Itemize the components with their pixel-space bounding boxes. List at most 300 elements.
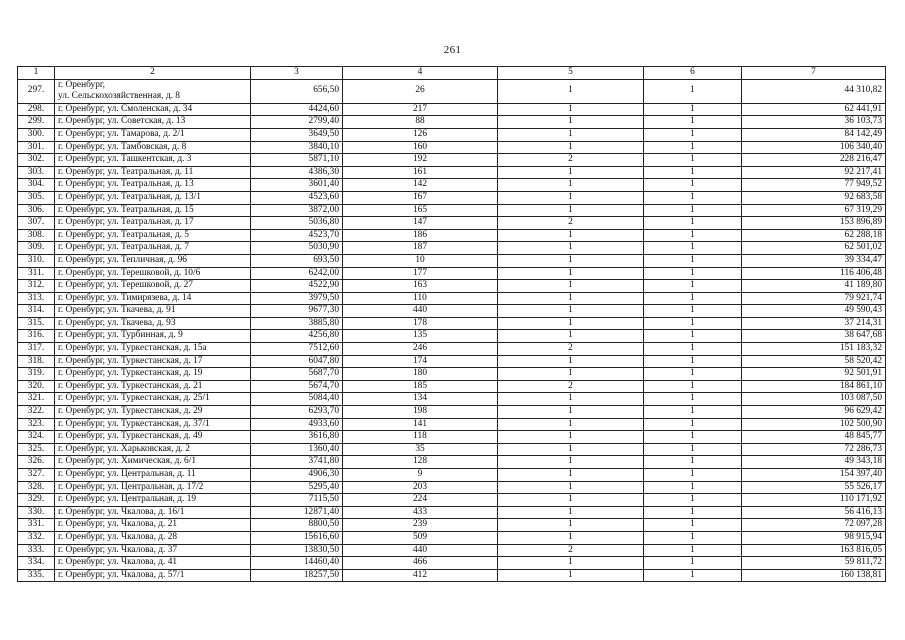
area-cell: 5036,80 bbox=[251, 217, 343, 230]
table-row bbox=[18, 280, 886, 293]
area-cell: 5084,40 bbox=[251, 393, 343, 406]
table-row bbox=[18, 116, 886, 129]
residents-cell: 180 bbox=[343, 368, 498, 381]
row-number-cell: 323. bbox=[18, 418, 55, 431]
area-cell: 693,50 bbox=[251, 254, 343, 267]
table-row bbox=[18, 166, 886, 179]
area-cell: 8800,50 bbox=[251, 519, 343, 532]
table-row bbox=[18, 469, 886, 482]
row-number-cell: 299. bbox=[18, 116, 55, 129]
amount-cell: 151 183,32 bbox=[742, 343, 886, 356]
col6-value-cell: 1 bbox=[644, 330, 742, 343]
amount-cell: 62 441,91 bbox=[742, 103, 886, 116]
amount-cell: 154 397,40 bbox=[742, 469, 886, 482]
area-cell: 6242,00 bbox=[251, 267, 343, 280]
amount-cell: 49 343,18 bbox=[742, 456, 886, 469]
table-row bbox=[18, 267, 886, 280]
row-number-cell: 329. bbox=[18, 494, 55, 507]
residents-cell: 466 bbox=[343, 557, 498, 570]
table-row bbox=[18, 355, 886, 368]
col6-value-cell: 1 bbox=[644, 305, 742, 318]
document-table bbox=[17, 66, 886, 582]
residents-cell: 161 bbox=[343, 166, 498, 179]
residents-cell: 217 bbox=[343, 103, 498, 116]
address-cell: г. Оренбург, ул. Тимирязева, д. 14 bbox=[55, 292, 251, 305]
area-cell: 4523,70 bbox=[251, 229, 343, 242]
area-cell: 656,50 bbox=[251, 79, 343, 103]
table-row bbox=[18, 242, 886, 255]
address-cell: г. Оренбург, ул. Туркестанская, д. 21 bbox=[55, 380, 251, 393]
col5-value-cell: 1 bbox=[498, 141, 644, 154]
residents-cell: 412 bbox=[343, 569, 498, 582]
row-number-cell: 313. bbox=[18, 292, 55, 305]
address-cell: г. Оренбург, ул. Чкалова, д. 41 bbox=[55, 557, 251, 570]
table-row bbox=[18, 191, 886, 204]
header-cell-3: 3 bbox=[251, 67, 343, 80]
area-cell: 3616,80 bbox=[251, 431, 343, 444]
address-cell: г. Оренбург, ул. Чкалова, д. 37 bbox=[55, 544, 251, 557]
amount-cell: 102 500,90 bbox=[742, 418, 886, 431]
col6-value-cell: 1 bbox=[644, 443, 742, 456]
col6-value-cell: 1 bbox=[644, 317, 742, 330]
table-row bbox=[18, 204, 886, 217]
table-row bbox=[18, 292, 886, 305]
residents-cell: 9 bbox=[343, 469, 498, 482]
col5-value-cell: 1 bbox=[498, 103, 644, 116]
address-cell: г. Оренбург, ул. Туркестанская, д. 17 bbox=[55, 355, 251, 368]
residents-cell: 118 bbox=[343, 431, 498, 444]
area-cell: 3741,80 bbox=[251, 456, 343, 469]
col5-value-cell: 1 bbox=[498, 128, 644, 141]
area-cell: 7115,50 bbox=[251, 494, 343, 507]
amount-cell: 163 816,05 bbox=[742, 544, 886, 557]
area-cell: 5295,40 bbox=[251, 481, 343, 494]
area-cell: 5030,90 bbox=[251, 242, 343, 255]
area-cell: 6047,80 bbox=[251, 355, 343, 368]
address-cell: г. Оренбург, ул. Сельскохозяйственная, д. 8 bbox=[55, 79, 251, 103]
col5-value-cell: 1 bbox=[498, 305, 644, 318]
residents-cell: 128 bbox=[343, 456, 498, 469]
residents-cell: 10 bbox=[343, 254, 498, 267]
amount-cell: 92 501,91 bbox=[742, 368, 886, 381]
col6-value-cell: 1 bbox=[644, 406, 742, 419]
amount-cell: 39 334,47 bbox=[742, 254, 886, 267]
col6-value-cell: 1 bbox=[644, 456, 742, 469]
col5-value-cell: 1 bbox=[498, 368, 644, 381]
col5-value-cell: 1 bbox=[498, 443, 644, 456]
area-cell: 4522,90 bbox=[251, 280, 343, 293]
residents-cell: 135 bbox=[343, 330, 498, 343]
residents-cell: 167 bbox=[343, 191, 498, 204]
table-row bbox=[18, 456, 886, 469]
col5-value-cell: 1 bbox=[498, 191, 644, 204]
amount-cell: 92 683,58 bbox=[742, 191, 886, 204]
header-cell-4: 4 bbox=[343, 67, 498, 80]
address-cell: г. Оренбург, ул. Советская, д. 13 bbox=[55, 116, 251, 129]
amount-cell: 62 288,18 bbox=[742, 229, 886, 242]
row-number-cell: 332. bbox=[18, 531, 55, 544]
area-cell: 4424,60 bbox=[251, 103, 343, 116]
table-row bbox=[18, 481, 886, 494]
residents-cell: 433 bbox=[343, 506, 498, 519]
address-cell: г. Оренбург, ул. Туркестанская, д. 37/1 bbox=[55, 418, 251, 431]
col6-value-cell: 1 bbox=[644, 229, 742, 242]
row-number-cell: 319. bbox=[18, 368, 55, 381]
row-number-cell: 328. bbox=[18, 481, 55, 494]
row-number-cell: 322. bbox=[18, 406, 55, 419]
col5-value-cell: 1 bbox=[498, 557, 644, 570]
table-row bbox=[18, 154, 886, 167]
row-number-cell: 314. bbox=[18, 305, 55, 318]
address-cell: г. Оренбург, ул. Туркестанская, д. 19 bbox=[55, 368, 251, 381]
col6-value-cell: 1 bbox=[644, 380, 742, 393]
col6-value-cell: 1 bbox=[644, 254, 742, 267]
residents-cell: 440 bbox=[343, 544, 498, 557]
row-number-cell: 312. bbox=[18, 280, 55, 293]
amount-cell: 59 811,72 bbox=[742, 557, 886, 570]
amount-cell: 96 629,42 bbox=[742, 406, 886, 419]
header-cell-6: 6 bbox=[644, 67, 742, 80]
row-number-cell: 316. bbox=[18, 330, 55, 343]
row-number-cell: 302. bbox=[18, 154, 55, 167]
row-number-cell: 298. bbox=[18, 103, 55, 116]
row-number-cell: 330. bbox=[18, 506, 55, 519]
col5-value-cell: 1 bbox=[498, 481, 644, 494]
address-cell: г. Оренбург, ул. Театральная, д. 13 bbox=[55, 179, 251, 192]
col5-value-cell: 1 bbox=[498, 456, 644, 469]
col6-value-cell: 1 bbox=[644, 179, 742, 192]
col6-value-cell: 1 bbox=[644, 355, 742, 368]
col6-value-cell: 1 bbox=[644, 469, 742, 482]
table-row bbox=[18, 343, 886, 356]
table-row bbox=[18, 431, 886, 444]
address-cell: г. Оренбург, ул. Центральная, д. 19 bbox=[55, 494, 251, 507]
table-row bbox=[18, 544, 886, 557]
address-cell: г. Оренбург, ул. Тамбовская, д. 8 bbox=[55, 141, 251, 154]
col6-value-cell: 1 bbox=[644, 103, 742, 116]
row-number-cell: 303. bbox=[18, 166, 55, 179]
header-cell-1: 1 bbox=[18, 67, 55, 80]
table-row bbox=[18, 368, 886, 381]
area-cell: 7512,60 bbox=[251, 343, 343, 356]
address-cell: г. Оренбург, ул. Театральная, д. 15 bbox=[55, 204, 251, 217]
col6-value-cell: 1 bbox=[644, 280, 742, 293]
col6-value-cell: 1 bbox=[644, 418, 742, 431]
residents-cell: 134 bbox=[343, 393, 498, 406]
col5-value-cell: 1 bbox=[498, 418, 644, 431]
table-row bbox=[18, 557, 886, 570]
col6-value-cell: 1 bbox=[644, 166, 742, 179]
col6-value-cell: 1 bbox=[644, 267, 742, 280]
residents-cell: 239 bbox=[343, 519, 498, 532]
address-cell: г. Оренбург, ул. Центральная, д. 11 bbox=[55, 469, 251, 482]
table-row bbox=[18, 305, 886, 318]
row-number-cell: 297. bbox=[18, 79, 55, 103]
col6-value-cell: 1 bbox=[644, 79, 742, 103]
residents-cell: 178 bbox=[343, 317, 498, 330]
residents-cell: 110 bbox=[343, 292, 498, 305]
area-cell: 4256,80 bbox=[251, 330, 343, 343]
residents-cell: 165 bbox=[343, 204, 498, 217]
residents-cell: 224 bbox=[343, 494, 498, 507]
address-cell: г. Оренбург, ул. Терешковой, д. 10/6 bbox=[55, 267, 251, 280]
residents-cell: 88 bbox=[343, 116, 498, 129]
table-row bbox=[18, 418, 886, 431]
residents-cell: 126 bbox=[343, 128, 498, 141]
col5-value-cell: 2 bbox=[498, 154, 644, 167]
amount-cell: 72 286,73 bbox=[742, 443, 886, 456]
residents-cell: 141 bbox=[343, 418, 498, 431]
col6-value-cell: 1 bbox=[644, 141, 742, 154]
residents-cell: 177 bbox=[343, 267, 498, 280]
col6-value-cell: 1 bbox=[644, 481, 742, 494]
row-number-cell: 318. bbox=[18, 355, 55, 368]
row-number-cell: 300. bbox=[18, 128, 55, 141]
area-cell: 5871,10 bbox=[251, 154, 343, 167]
amount-cell: 184 861,10 bbox=[742, 380, 886, 393]
col5-value-cell: 1 bbox=[498, 506, 644, 519]
area-cell: 3840,10 bbox=[251, 141, 343, 154]
header-cell-5: 5 bbox=[498, 67, 644, 80]
area-cell: 3872,00 bbox=[251, 204, 343, 217]
table-row bbox=[18, 254, 886, 267]
col5-value-cell: 1 bbox=[498, 229, 644, 242]
col5-value-cell: 1 bbox=[498, 166, 644, 179]
table-row bbox=[18, 393, 886, 406]
row-number-cell: 321. bbox=[18, 393, 55, 406]
col6-value-cell: 1 bbox=[644, 128, 742, 141]
table-row bbox=[18, 406, 886, 419]
address-cell: г. Оренбург, ул. Ткачева, д. 93 bbox=[55, 317, 251, 330]
row-number-cell: 335. bbox=[18, 569, 55, 582]
table-header bbox=[18, 67, 886, 80]
residents-cell: 187 bbox=[343, 242, 498, 255]
col5-value-cell: 1 bbox=[498, 242, 644, 255]
residents-cell: 246 bbox=[343, 343, 498, 356]
amount-cell: 58 520,42 bbox=[742, 355, 886, 368]
address-cell: г. Оренбург, ул. Ткачева, д. 91 bbox=[55, 305, 251, 318]
col6-value-cell: 1 bbox=[644, 191, 742, 204]
amount-cell: 228 216,47 bbox=[742, 154, 886, 167]
col5-value-cell: 1 bbox=[498, 330, 644, 343]
residents-cell: 26 bbox=[343, 79, 498, 103]
row-number-cell: 304. bbox=[18, 179, 55, 192]
area-cell: 12871,40 bbox=[251, 506, 343, 519]
amount-cell: 153 896,89 bbox=[742, 217, 886, 230]
table-row bbox=[18, 443, 886, 456]
col5-value-cell: 1 bbox=[498, 254, 644, 267]
table-row bbox=[18, 229, 886, 242]
amount-cell: 98 915,94 bbox=[742, 531, 886, 544]
col5-value-cell: 2 bbox=[498, 544, 644, 557]
table-body bbox=[18, 79, 886, 582]
col5-value-cell: 1 bbox=[498, 292, 644, 305]
residents-cell: 186 bbox=[343, 229, 498, 242]
col5-value-cell: 1 bbox=[498, 79, 644, 103]
row-number-cell: 305. bbox=[18, 191, 55, 204]
col5-value-cell: 1 bbox=[498, 204, 644, 217]
row-number-cell: 315. bbox=[18, 317, 55, 330]
row-number-cell: 301. bbox=[18, 141, 55, 154]
residents-cell: 203 bbox=[343, 481, 498, 494]
row-number-cell: 334. bbox=[18, 557, 55, 570]
col5-value-cell: 1 bbox=[498, 280, 644, 293]
residents-cell: 192 bbox=[343, 154, 498, 167]
col6-value-cell: 1 bbox=[644, 531, 742, 544]
table-row bbox=[18, 330, 886, 343]
amount-cell: 72 097,28 bbox=[742, 519, 886, 532]
amount-cell: 62 501,02 bbox=[742, 242, 886, 255]
col5-value-cell: 2 bbox=[498, 343, 644, 356]
area-cell: 5674,70 bbox=[251, 380, 343, 393]
residents-cell: 163 bbox=[343, 280, 498, 293]
amount-cell: 55 526,17 bbox=[742, 481, 886, 494]
amount-cell: 37 214,31 bbox=[742, 317, 886, 330]
address-cell: г. Оренбург, ул. Туркестанская, д. 49 bbox=[55, 431, 251, 444]
address-cell: г. Оренбург, ул. Театральная, д. 11 bbox=[55, 166, 251, 179]
table-row bbox=[18, 519, 886, 532]
amount-cell: 79 921,74 bbox=[742, 292, 886, 305]
table-row bbox=[18, 569, 886, 582]
residents-cell: 160 bbox=[343, 141, 498, 154]
area-cell: 13830,50 bbox=[251, 544, 343, 557]
area-cell: 5687,70 bbox=[251, 368, 343, 381]
col6-value-cell: 1 bbox=[644, 393, 742, 406]
amount-cell: 44 310,82 bbox=[742, 79, 886, 103]
amount-cell: 38 647,68 bbox=[742, 330, 886, 343]
area-cell: 4523,60 bbox=[251, 191, 343, 204]
address-cell: г. Оренбург, ул. Театральная, д. 7 bbox=[55, 242, 251, 255]
col6-value-cell: 1 bbox=[644, 569, 742, 582]
area-cell: 3885,80 bbox=[251, 317, 343, 330]
table-row bbox=[18, 494, 886, 507]
address-cell: г. Оренбург, ул. Чкалова, д. 21 bbox=[55, 519, 251, 532]
address-cell: г. Оренбург, ул. Театральная, д. 13/1 bbox=[55, 191, 251, 204]
amount-cell: 41 189,80 bbox=[742, 280, 886, 293]
residents-cell: 142 bbox=[343, 179, 498, 192]
col5-value-cell: 2 bbox=[498, 217, 644, 230]
address-cell: г. Оренбург, ул. Чкалова, д. 57/1 bbox=[55, 569, 251, 582]
table-row bbox=[18, 217, 886, 230]
row-number-cell: 327. bbox=[18, 469, 55, 482]
residents-cell: 174 bbox=[343, 355, 498, 368]
area-cell: 9677,30 bbox=[251, 305, 343, 318]
area-cell: 4906,30 bbox=[251, 469, 343, 482]
col5-value-cell: 1 bbox=[498, 494, 644, 507]
address-cell: г. Оренбург, ул. Смоленская, д. 34 bbox=[55, 103, 251, 116]
table-row bbox=[18, 79, 886, 103]
address-cell: г. Оренбург, ул. Туркестанская, д. 29 bbox=[55, 406, 251, 419]
address-cell: г. Оренбург, ул. Турбинная, д. 9 bbox=[55, 330, 251, 343]
col6-value-cell: 1 bbox=[644, 494, 742, 507]
area-cell: 3649,50 bbox=[251, 128, 343, 141]
table-row bbox=[18, 141, 886, 154]
col6-value-cell: 1 bbox=[644, 116, 742, 129]
amount-cell: 67 319,29 bbox=[742, 204, 886, 217]
col5-value-cell: 1 bbox=[498, 393, 644, 406]
row-number-cell: 333. bbox=[18, 544, 55, 557]
col5-value-cell: 1 bbox=[498, 531, 644, 544]
residents-cell: 35 bbox=[343, 443, 498, 456]
area-cell: 18257,50 bbox=[251, 569, 343, 582]
row-number-cell: 331. bbox=[18, 519, 55, 532]
header-row bbox=[18, 67, 886, 80]
address-cell: г. Оренбург, ул. Терешковой, д. 27 bbox=[55, 280, 251, 293]
residents-cell: 509 bbox=[343, 531, 498, 544]
row-number-cell: 308. bbox=[18, 229, 55, 242]
residents-cell: 185 bbox=[343, 380, 498, 393]
row-number-cell: 306. bbox=[18, 204, 55, 217]
row-number-cell: 317. bbox=[18, 343, 55, 356]
area-cell: 4933,60 bbox=[251, 418, 343, 431]
row-number-cell: 310. bbox=[18, 254, 55, 267]
amount-cell: 77 949,52 bbox=[742, 179, 886, 192]
col5-value-cell: 1 bbox=[498, 406, 644, 419]
header-cell-2: 2 bbox=[55, 67, 251, 80]
address-cell: г. Оренбург, ул. Тепличная, д. 96 bbox=[55, 254, 251, 267]
area-cell: 2799,40 bbox=[251, 116, 343, 129]
amount-cell: 116 406,48 bbox=[742, 267, 886, 280]
col5-value-cell: 2 bbox=[498, 380, 644, 393]
col5-value-cell: 1 bbox=[498, 431, 644, 444]
address-cell: г. Оренбург, ул. Туркестанская, д. 25/1 bbox=[55, 393, 251, 406]
address-cell: г. Оренбург, ул. Тамарова, д. 2/1 bbox=[55, 128, 251, 141]
amount-cell: 103 087,50 bbox=[742, 393, 886, 406]
col5-value-cell: 1 bbox=[498, 267, 644, 280]
col6-value-cell: 1 bbox=[644, 557, 742, 570]
area-cell: 14460,40 bbox=[251, 557, 343, 570]
table-row bbox=[18, 506, 886, 519]
col6-value-cell: 1 bbox=[644, 544, 742, 557]
col5-value-cell: 1 bbox=[498, 355, 644, 368]
address-cell: г. Оренбург, ул. Центральная, д. 17/2 bbox=[55, 481, 251, 494]
col5-value-cell: 1 bbox=[498, 179, 644, 192]
row-number-cell: 324. bbox=[18, 431, 55, 444]
col6-value-cell: 1 bbox=[644, 506, 742, 519]
col6-value-cell: 1 bbox=[644, 217, 742, 230]
amount-cell: 110 171,92 bbox=[742, 494, 886, 507]
table-row bbox=[18, 179, 886, 192]
area-cell: 4386,30 bbox=[251, 166, 343, 179]
row-number-cell: 320. bbox=[18, 380, 55, 393]
col6-value-cell: 1 bbox=[644, 292, 742, 305]
amount-cell: 84 142,49 bbox=[742, 128, 886, 141]
amount-cell: 106 340,40 bbox=[742, 141, 886, 154]
address-cell: г. Оренбург, ул. Химическая, д. 6/1 bbox=[55, 456, 251, 469]
row-number-cell: 325. bbox=[18, 443, 55, 456]
col6-value-cell: 1 bbox=[644, 368, 742, 381]
area-cell: 15616,60 bbox=[251, 531, 343, 544]
header-cell-7: 7 bbox=[742, 67, 886, 80]
col5-value-cell: 1 bbox=[498, 116, 644, 129]
amount-cell: 92 217,41 bbox=[742, 166, 886, 179]
address-cell: г. Оренбург, ул. Туркестанская, д. 15а bbox=[55, 343, 251, 356]
amount-cell: 36 103,73 bbox=[742, 116, 886, 129]
area-cell: 1360,40 bbox=[251, 443, 343, 456]
residents-cell: 198 bbox=[343, 406, 498, 419]
table-row bbox=[18, 128, 886, 141]
table-row bbox=[18, 317, 886, 330]
col6-value-cell: 1 bbox=[644, 343, 742, 356]
amount-cell: 160 138,81 bbox=[742, 569, 886, 582]
row-number-cell: 326. bbox=[18, 456, 55, 469]
table-row bbox=[18, 380, 886, 393]
col6-value-cell: 1 bbox=[644, 242, 742, 255]
col5-value-cell: 1 bbox=[498, 519, 644, 532]
address-cell: г. Оренбург, ул. Театральная, д. 17 bbox=[55, 217, 251, 230]
amount-cell: 49 590,43 bbox=[742, 305, 886, 318]
address-cell: г. Оренбург, ул. Харьковская, д. 2 bbox=[55, 443, 251, 456]
